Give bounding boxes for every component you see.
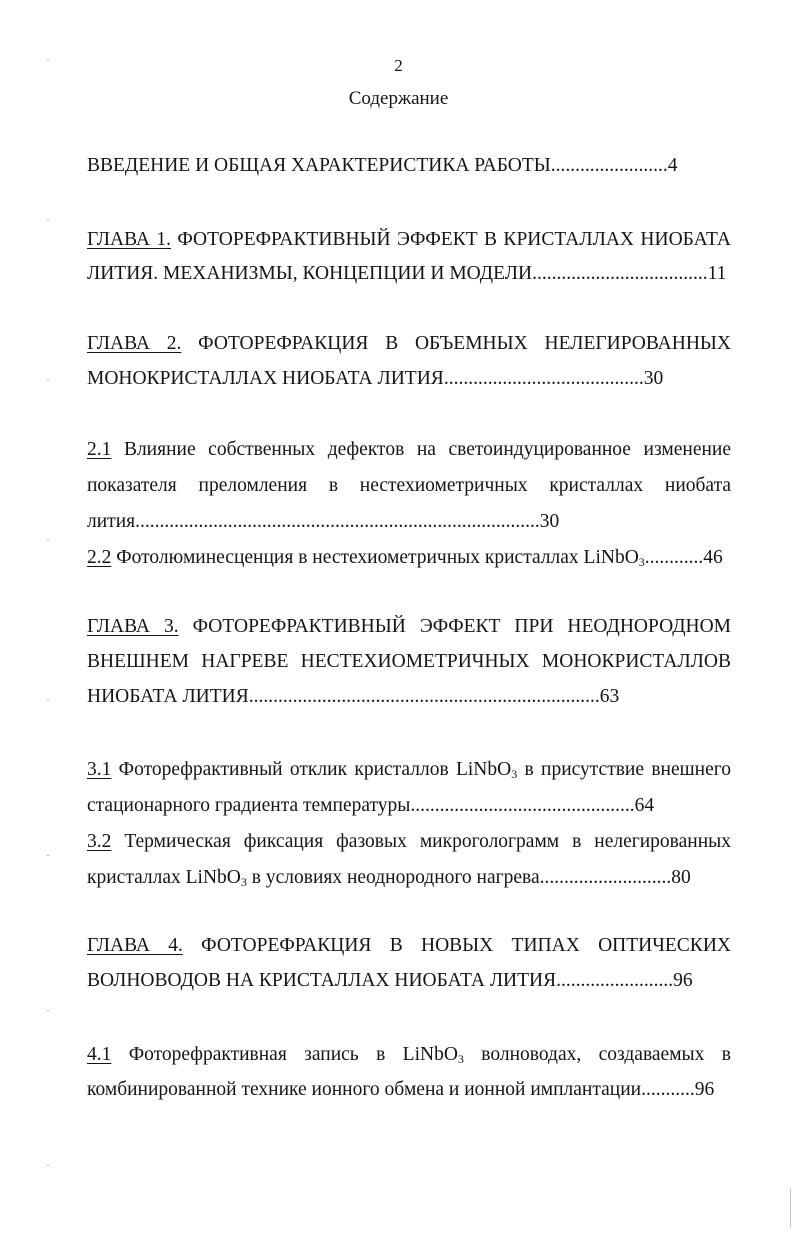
toc-intro-text: ВВЕДЕНИЕ И ОБЩАЯ ХАРАКТЕРИСТИКА РАБОТЫ — [87, 155, 551, 176]
section-title-line: в присутствие внешнего — [517, 759, 731, 780]
toc-page-number: 64 — [634, 795, 655, 816]
toc-entry-chapter-3-cont[interactable] — [87, 650, 731, 674]
chapter-title-line: ФОТОРЕФРАКЦИЯ В ОБЪЕМНЫХ НЕЛЕГИРОВАННЫХ — [181, 333, 731, 354]
section-title-line: Термическая фиксация фазовых микроголограмм в нелегированных — [111, 831, 731, 852]
toc-page-number: 30 — [643, 368, 664, 389]
scan-mark — [47, 700, 49, 701]
scan-mark — [47, 1165, 49, 1166]
toc-leader-dots: ........................ — [550, 155, 668, 176]
toc-entry-chapter-1-cont[interactable] — [87, 262, 731, 286]
toc-page-number: 63 — [599, 686, 620, 707]
page-number: 2 — [394, 56, 403, 75]
toc-entry-section-3-2[interactable] — [87, 830, 731, 854]
toc-leader-dots: ............ — [644, 547, 704, 568]
toc-entry-section-4-1[interactable] — [87, 1043, 731, 1067]
section-label: 2.2 — [87, 547, 112, 568]
chapter-title-line: МОНОКРИСТАЛЛАХ НИОБАТА ЛИТИЯ — [87, 368, 444, 389]
chapter-label: ГЛАВА 3. — [87, 616, 179, 637]
subscript: 3 — [457, 1052, 464, 1066]
toc-entry-section-3-1[interactable] — [87, 758, 731, 782]
toc-page-number: 4 — [667, 155, 678, 176]
scan-mark — [47, 855, 49, 856]
toc-page-number: 46 — [703, 547, 723, 568]
chapter-label: ГЛАВА 1. — [87, 229, 171, 250]
section-label: 2.1 — [87, 439, 112, 460]
toc-entry-section-3-1-cont[interactable] — [87, 794, 731, 818]
scan-mark — [47, 60, 49, 61]
toc-entry-section-4-1-cont[interactable] — [87, 1078, 731, 1102]
section-label: 4.1 — [87, 1044, 112, 1065]
toc-entry-section-2-1-cont[interactable] — [87, 474, 731, 498]
toc-leader-dots: .................................... — [532, 263, 708, 284]
section-label: 3.2 — [87, 831, 112, 852]
toc-leader-dots: ........................................................................ — [248, 686, 600, 707]
chapter-title-line: ФОТОРЕФРАКТИВНЫЙ ЭФФЕКТ ПРИ НЕОДНОРОДНОМ — [178, 616, 732, 637]
section-title-line: показателя преломления в нестехиометричных кристаллах ниобата — [87, 475, 731, 496]
section-title-line: волноводах, создаваемых в — [463, 1044, 731, 1065]
toc-entry-chapter-2-cont[interactable] — [87, 367, 731, 391]
toc-entry-section-2-1-end[interactable] — [87, 510, 731, 534]
chapter-title-line: ФОТОРЕФРАКТИВНЫЙ ЭФФЕКТ В КРИСТАЛЛАХ НИОБАТА — [171, 229, 731, 250]
toc-entry-chapter-3-end[interactable] — [87, 685, 731, 709]
toc-page-number: 96 — [673, 970, 693, 991]
section-title-line: кристаллах LiNbO — [87, 867, 241, 888]
scan-mark — [47, 380, 49, 381]
toc-leader-dots: .............................................. — [410, 795, 635, 816]
toc-leader-dots: ........... — [641, 1079, 695, 1100]
chapter-title-line: ВНЕШНЕМ НАГРЕВЕ НЕСТЕХИОМЕТРИЧНЫХ МОНОКРИСТАЛЛОВ — [87, 651, 731, 672]
scan-mark — [47, 540, 49, 541]
section-label: 3.1 — [87, 759, 112, 780]
toc-entry-chapter-2[interactable] — [87, 332, 731, 356]
section-title-line: лития — [87, 511, 136, 532]
section-title-line: Влияние собственных дефектов на светоиндуцированное изменение — [111, 439, 731, 460]
section-title-line: Фоторефрактивный отклик кристаллов LiNbO — [111, 759, 512, 780]
toc-entry-chapter-4[interactable] — [87, 934, 731, 958]
chapter-title-line: НИОБАТА ЛИТИЯ — [87, 686, 249, 707]
toc-leader-dots: ................................................................................... — [135, 511, 540, 532]
toc-page-number: 80 — [671, 867, 691, 888]
subscript: 3 — [240, 875, 247, 889]
toc-entry-section-2-2[interactable] — [87, 546, 731, 570]
toc-page-number: 96 — [694, 1079, 715, 1100]
toc-entry-chapter-4-cont[interactable] — [87, 969, 731, 993]
toc-entry-section-2-1[interactable] — [87, 438, 731, 462]
scan-mark — [47, 220, 49, 221]
toc-leader-dots: ........................... — [539, 867, 672, 888]
page-title: Содержание — [348, 88, 449, 109]
scan-mark — [47, 1010, 49, 1011]
toc-leader-dots: ......................................... — [443, 368, 644, 389]
chapter-title-line: ФОТОРЕФРАКЦИЯ В НОВЫХ ТИПАХ ОПТИЧЕСКИХ — [182, 935, 731, 956]
toc-page-number: 11 — [707, 263, 727, 284]
chapter-title-line: ВОЛНОВОДОВ НА КРИСТАЛЛАХ НИОБАТА ЛИТИЯ — [87, 970, 557, 991]
toc-entry-chapter-3[interactable] — [87, 615, 731, 639]
section-title-line: стационарного градиента температуры — [87, 795, 411, 816]
toc-entry-section-3-2-cont[interactable] — [87, 866, 731, 890]
toc-page-number: 30 — [539, 511, 560, 532]
toc-entry-chapter-1[interactable] — [87, 228, 731, 252]
chapter-label: ГЛАВА 2. — [87, 333, 182, 354]
section-title-line: Фоторефрактивная запись в LiNbO — [111, 1044, 458, 1065]
toc-entry-intro[interactable] — [87, 154, 731, 178]
toc-leader-dots: ........................ — [556, 970, 674, 991]
scan-edge-mark — [790, 1188, 791, 1228]
chapter-label: ГЛАВА 4. — [87, 935, 183, 956]
section-title-line: комбинированной технике ионного обмена и ионной имплантации — [87, 1079, 642, 1100]
section-title-line: Фотолюминесценция в нестехиометричных кристаллах LiNbO — [111, 547, 639, 568]
section-title-line: в условиях неоднородного нагрева — [246, 867, 540, 888]
subscript: 3 — [511, 767, 518, 781]
chapter-title-line: ЛИТИЯ. МЕХАНИЗМЫ, КОНЦЕПЦИИ И МОДЕЛИ — [87, 263, 533, 284]
subscript: 3 — [638, 555, 645, 569]
